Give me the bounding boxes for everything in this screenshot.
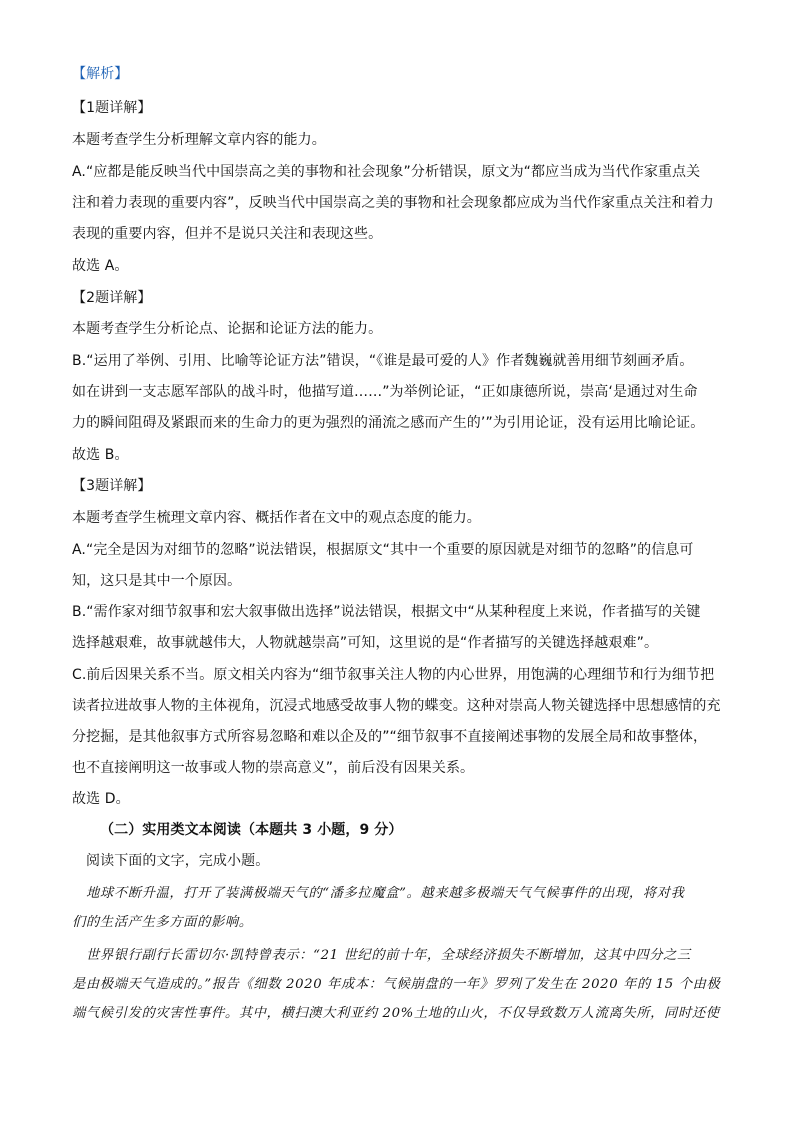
section2-instruction: 阅读下面的文字，完成小题。 <box>86 853 270 869</box>
q2-line-1: B.“运用了举例、引用、比喻等论证方法”错误，“《谁是最可爱的人》作者魏巍就善用细节刻画矛盾。 <box>72 353 694 369</box>
q2-skill: 本题考查学生分析论点、论据和论证方法的能力。 <box>72 321 383 337</box>
q3-answer: 故选 D。 <box>72 791 130 807</box>
q3-skill: 本题考查学生梳理文章内容、概括作者在文中的观点态度的能力。 <box>72 510 481 526</box>
analysis-label: 【解析】 <box>72 66 129 82</box>
passage-line-4: 是由极端天气造成的。”报告《细数 2020 年成本：气候崩盘的一年》罗列了发生在 2020 年的 15 个由极 <box>72 977 721 992</box>
q1-heading: 【1题详解】 <box>72 100 152 116</box>
q1-line-2: 注和着力表现的重要内容”，反映当代中国崇高之美的事物和社会现象都应成为当代作家重点关注和着力 <box>72 195 714 211</box>
q3-heading: 【3题详解】 <box>72 478 152 494</box>
q2-answer: 故选 B。 <box>72 447 129 463</box>
q3-line-1: A.“完全是因为对细节的忽略”说法错误，根据原文“其中一个重要的原因就是对细节的忽略”的信息可 <box>72 542 694 558</box>
q3-line-6: 读者拉进故事人物的主体视角，沉浸式地感受故事人物的蝶变。这种对崇高人物关键选择中思想感情的充 <box>72 698 721 714</box>
q2-line-2: 如在讲到一支志愿军部队的战斗时，他描写道……”为举例论证，“正如康德所说，崇高‘是通过对生命 <box>72 384 698 400</box>
q3-line-5: C.前后因果关系不当。原文相关内容为“细节叙事关注人物的内心世界，用饱满的心理细节和行为细节把 <box>72 667 715 683</box>
passage-line-2: 们的生活产生多方面的影响。 <box>72 915 253 930</box>
section2-title: （二）实用类文本阅读（本题共 3 小题，9 分） <box>100 822 403 838</box>
passage-line-1: 地球不断升温，打开了装满极端天气的“潘多拉魔盒”。越来越多极端天气气候事件的出现，将对我 <box>86 886 685 901</box>
q2-heading: 【2题详解】 <box>72 290 152 306</box>
q3-line-3: B.“需作家对细节叙事和宏大叙事做出选择”说法错误，根据文中“从某种程度上来说，作者描写的关键 <box>72 604 701 620</box>
q3-line-7: 分挖掘，是其他叙事方式所容易忽略和难以企及的”“细节叙事不直接阐述事物的发展全局和故事整体， <box>72 729 708 745</box>
passage-line-5: 端气候引发的灾害性事件。其中，横扫澳大利亚约 20%土地的山火，不仅导致数万人流离失所，同时还使 <box>72 1006 720 1021</box>
q1-line-3: 表现的重要内容，但并不是说只关注和表现这些。 <box>72 226 383 242</box>
q2-line-3: 力的瞬间阻碍及紧跟而来的生命力的更为强烈的涌流之感而产生的’”为引用论证，没有运用比喻论证。 <box>72 415 705 431</box>
q3-line-4: 选择越艰难，故事就越伟大，人物就越崇高”可知，这里说的是“作者描写的关键选择越艰难”。 <box>72 635 659 651</box>
q1-skill: 本题考查学生分析理解文章内容的能力。 <box>72 132 326 148</box>
q1-line-1: A.“应都是能反映当代中国崇高之美的事物和社会现象”分析错误，原文为“都应当成为当代作家重点关 <box>72 164 701 180</box>
q1-answer: 故选 A。 <box>72 258 129 274</box>
q3-line-2: 知，这只是其中一个原因。 <box>72 573 242 589</box>
q3-line-8: 也不直接阐明这一故事或人物的崇高意义”，前后没有因果关系。 <box>72 760 475 776</box>
passage-line-3: 世界银行副行长雷切尔·凯特曾表示：“21 世纪的前十年，全球经济损失不断增加，这其中四分之三 <box>86 948 691 963</box>
